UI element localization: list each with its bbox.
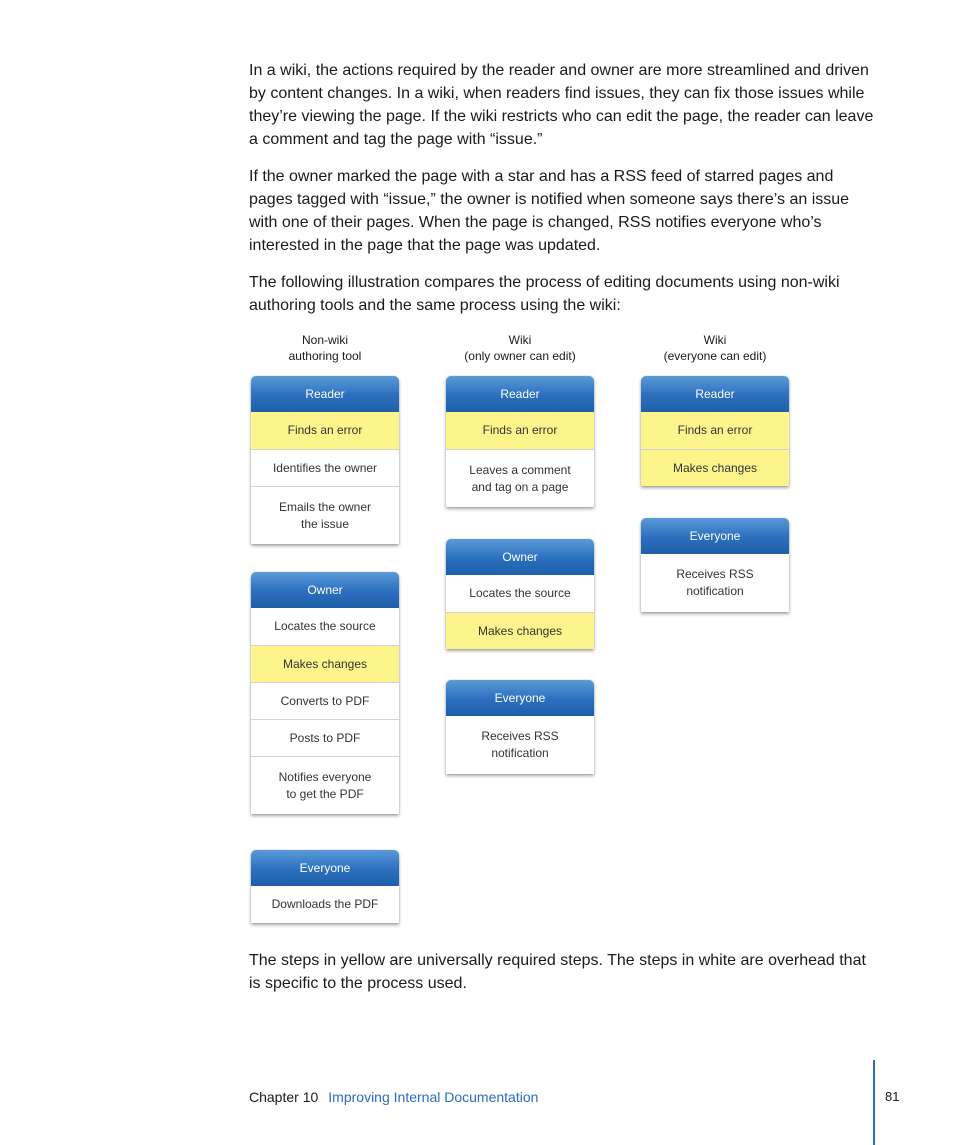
column-heading-line: Wiki [703, 333, 727, 347]
step-text: Downloads the PDF [271, 897, 379, 911]
overhead-step [251, 449, 399, 486]
overhead-step [446, 575, 594, 612]
page-number: 81 [885, 1089, 900, 1104]
intro-paragraph: In a wiki, the actions required by the reader and owner are more streamlined and driven by content changes. In a wiki, when readers find issues, they can fix those issues while they’re viewing the page. If the wiki restricts who can edit the page, the reader can leave a comment and tag the page with “issue.” [249, 62, 874, 148]
overhead-step [446, 716, 594, 774]
step-text: Posts to PDF [289, 730, 361, 745]
overhead-step [251, 486, 399, 544]
step-text: Converts to PDF [280, 693, 370, 708]
card-role-header: Owner [446, 539, 594, 575]
overhead-step [641, 554, 789, 612]
column-heading-line: (only owner can edit) [464, 349, 576, 363]
card-role-header: Reader [641, 376, 789, 412]
process-card-owner [251, 572, 399, 814]
process-card-reader [446, 376, 594, 507]
step-text: Finds an error [482, 423, 558, 437]
process-card-everyone [446, 680, 594, 774]
required-step [251, 412, 399, 449]
step-text: Locates the source [274, 619, 376, 633]
step-text: the issue [300, 516, 350, 531]
step-text: notification [491, 746, 549, 760]
step-text: Finds an error [677, 423, 753, 437]
step-text: Receives RSS [676, 567, 754, 581]
card-role-header: Everyone [641, 518, 789, 554]
required-step [446, 412, 594, 449]
column-heading [630, 332, 800, 364]
required-step [446, 612, 594, 649]
column-heading [435, 332, 605, 364]
overhead-step [251, 719, 399, 756]
step-text: Notifies everyone [278, 769, 372, 784]
chapter-title-link[interactable]: Improving Internal Documentation [328, 1089, 539, 1105]
step-text: Emails the owner [278, 499, 372, 514]
overhead-step [251, 756, 399, 814]
chapter-number: Chapter 10 [249, 1089, 319, 1105]
step-text: Makes changes [282, 656, 368, 671]
process-card-everyone [641, 518, 789, 612]
legend-paragraph: The steps in yellow are universally required steps. The steps in white are overhead that is specific to the process used. [249, 952, 866, 992]
card-role-header: Owner [251, 572, 399, 608]
footer-chapter [249, 1088, 538, 1106]
card-role-header: Reader [251, 376, 399, 412]
overhead-step [251, 608, 399, 645]
card-role-header: Reader [446, 376, 594, 412]
overhead-step [446, 449, 594, 507]
step-text: and tag on a page [471, 479, 569, 494]
step-text: Identifies the owner [272, 460, 378, 475]
card-role-header: Everyone [251, 850, 399, 886]
step-text: Locates the source [469, 586, 571, 600]
required-step [641, 412, 789, 449]
step-text: notification [686, 584, 744, 598]
column-heading-line: Wiki [508, 333, 532, 347]
required-step [251, 645, 399, 682]
column-heading-line: authoring tool [288, 349, 362, 363]
process-card-everyone [251, 850, 399, 923]
card-role-header: Everyone [446, 680, 594, 716]
step-text: to get the PDF [286, 786, 364, 801]
column-heading [240, 332, 410, 364]
illustration-intro-paragraph: The following illustration compares the process of editing documents using non-wiki authoring tools and the same process using the wiki: [249, 274, 840, 314]
step-text: Finds an error [287, 423, 363, 437]
process-card-reader [641, 376, 789, 486]
overhead-step [251, 682, 399, 719]
footer-divider [873, 1060, 875, 1145]
step-text: Receives RSS [481, 729, 559, 743]
step-text: Leaves a comment [469, 462, 571, 477]
column-heading-line: (everyone can edit) [663, 349, 767, 363]
column-heading-line: Non-wiki [301, 333, 348, 347]
rss-paragraph: If the owner marked the page with a star and has a RSS feed of starred pages and pages tagged with “issue,” the owner is notified when someone says there’s an issue with one of their pages. When the page is changed, RSS notifies everyone who’s interested in the page that the page was updated. [249, 168, 850, 254]
overhead-step [251, 886, 399, 923]
process-card-reader [251, 376, 399, 544]
step-text: Makes changes [477, 623, 563, 638]
process-card-owner [446, 539, 594, 649]
step-text: Makes changes [672, 460, 758, 475]
required-step [641, 449, 789, 486]
